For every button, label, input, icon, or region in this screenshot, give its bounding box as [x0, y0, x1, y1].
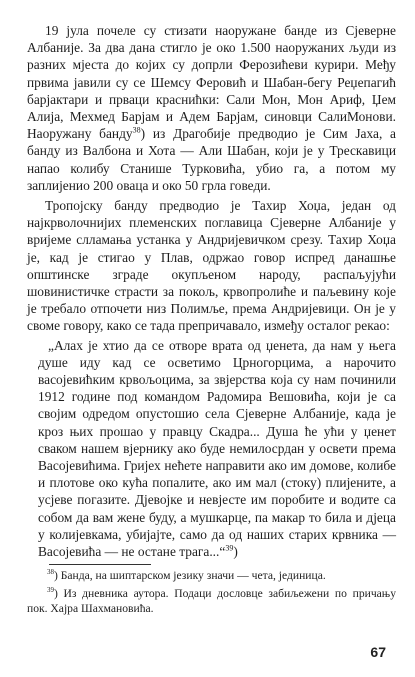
- footnotes: [27, 568, 396, 617]
- page-number: 67: [370, 644, 386, 660]
- quotation-paragraph: [27, 337, 396, 561]
- paragraph: [27, 197, 396, 335]
- footnote-ref: 38: [132, 125, 141, 135]
- footnote: [27, 568, 396, 584]
- paragraph: [27, 22, 396, 194]
- paragraph-text: 19 јула почеле су стизати наоружане банде из Сјеверне Албаније. За два дана стигло је око 1.500 наоружаних људи из разних мјеста до којих су допрли Ферозићеви курири. Међу првима јавили су се Шемсу Феровић и Шабан-бегу Реџепагић барјактари и прваци краснићки: Сали Мон, Мон Ариф, Џем Алија, Мехмед Барјам и Адем Барјам, синовци СалиМонови. Наоружану банду: [27, 23, 396, 142]
- footnote-ref: 39: [225, 543, 234, 553]
- footnote-separator: [49, 564, 151, 565]
- footnote-marker: 38: [47, 568, 54, 577]
- footnote: [27, 586, 396, 617]
- footnote-text: ) Банда, на шиптарском језику значи — чета, јединица.: [53, 569, 326, 583]
- paragraph-text: Тропојску банду предводио је Тахир Хоџа, један од најкрволочнијих племенских поглавица Сјеверне Албаније у вријеме слламања устанка у Андријевичком срезу. Тахир Хоџа је, кад је стигао у Плав, одржао говор испред данашње општинске зграде окупљеном народу, распаљујући шовинистичке страсти за покољ, крвопролиће и паљевину које је требало отпочети низ Полимље, према Андријевици. Он је у своме говору, како се тада препричавало, између осталог рекао:: [27, 198, 396, 334]
- footnote-text: ) Из дневника аутора. Подаци дословце забиљежени по причању пок. Хајра Шахмановића.: [27, 586, 396, 616]
- paragraph-text: ) из Драгобије предводио је Сим Јаха, а банду из Валбона и Хота — Али Шабан, који је у Трескавици напао колибу Станише Турковића, убио га, а потом му заплијенио 200 оваца и око 50 грла говеди.: [27, 126, 396, 193]
- main-text: [27, 22, 396, 560]
- footnote-marker: 39: [47, 585, 54, 594]
- paragraph-text: „Алах је хтио да се отворе врата од џенета, да нам у њега душе иду кад се осветимо Црногорцима, а нарочито васојевићким крвољоцима, за звјерства која су нам починили 1912 године под командом Радомира Вешовића, који је са својим одредом опустошио села Сјеверне Албаније, када је кроз њих прошао у правцу Скадра... Душа ће ући у џенет сваком нашем вјернику ако буде немилосрдан у освети према Васојевићима. Гријех нећете направити ако им домове, колибе и плотове око кућа попалите, ако им мал (стоку) плијените, а усјеве погазите. Дјевојке и невјесте им поробите и водите са собом да вам жене буду, а мушкарце, па макар то била и дјеца у колијевкама, убијајте, само да од наших старих крвника — Васојевића — не остане трага...“: [38, 337, 396, 560]
- paragraph-text: ): [233, 544, 238, 560]
